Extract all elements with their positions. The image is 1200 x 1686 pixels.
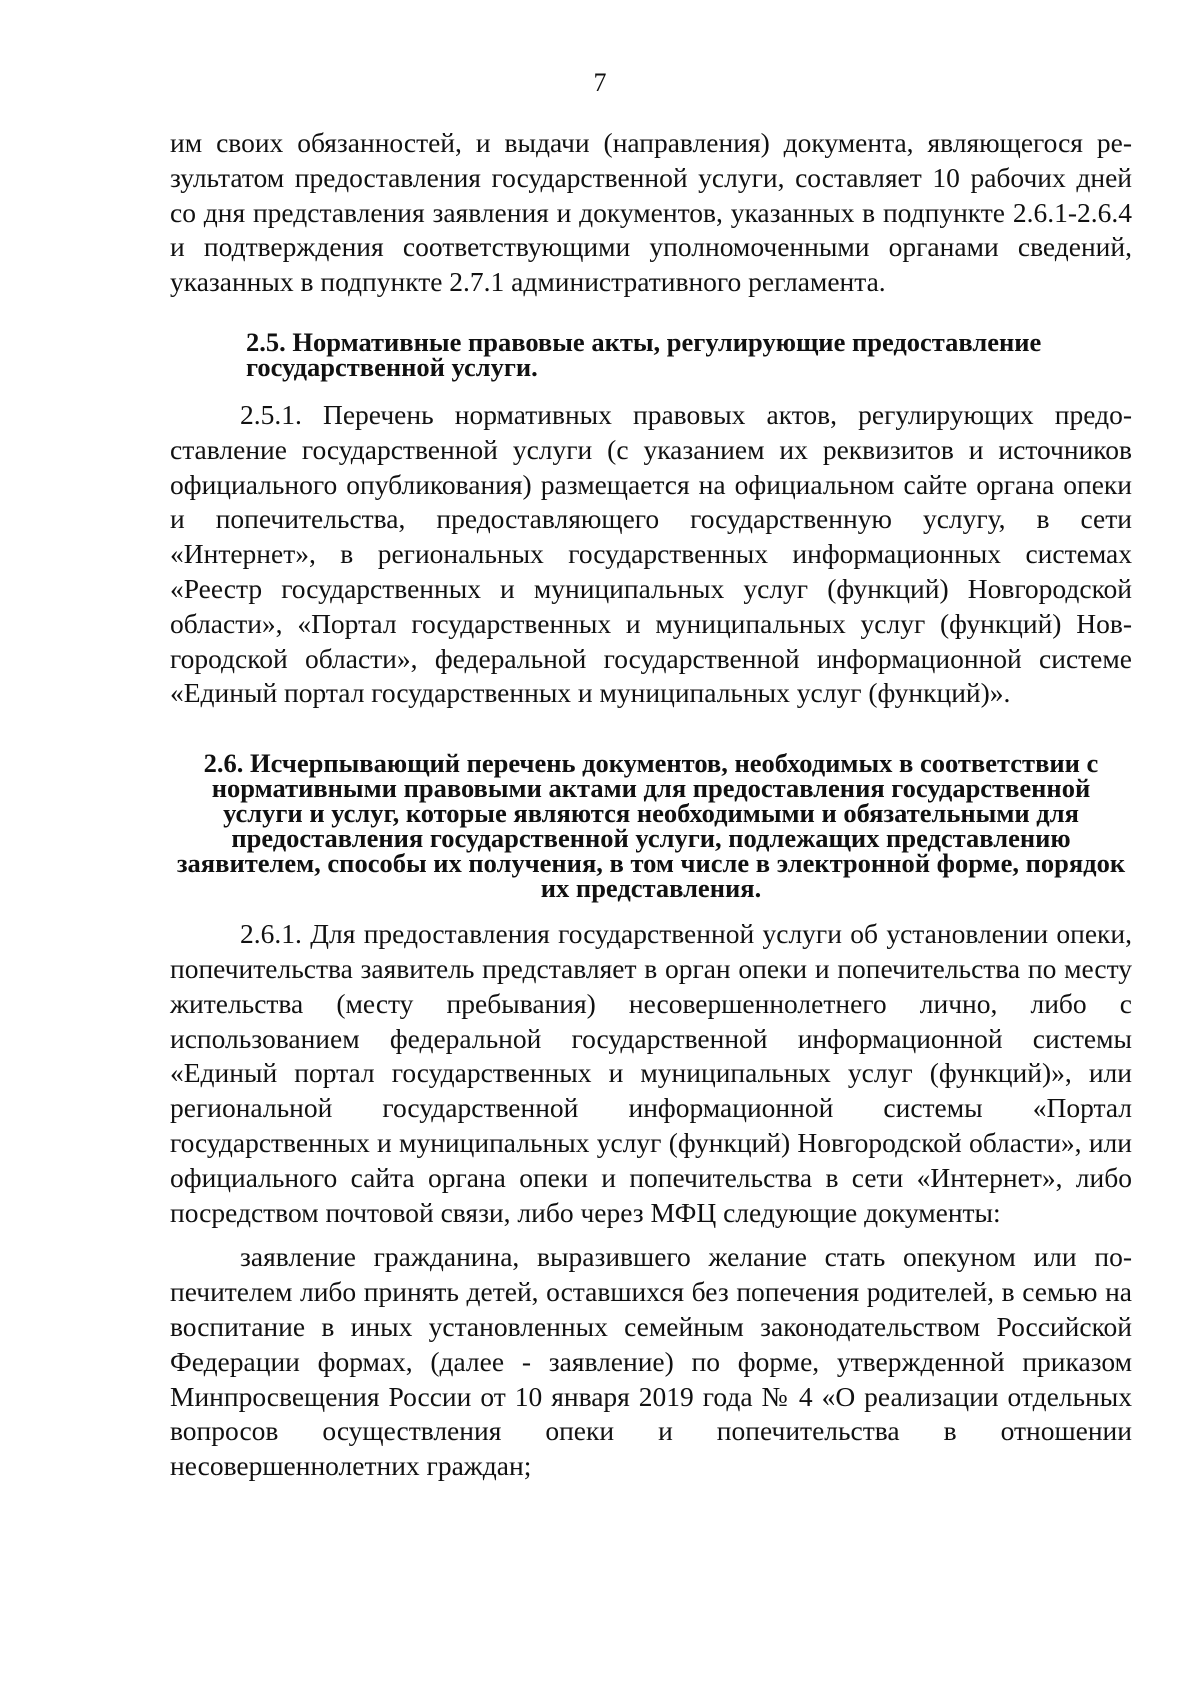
page-number: 7	[593, 68, 607, 97]
paragraph-intro: им своих обязанностей, и выдачи (направления) документа, являющегося результатом предоставления государственной услуги, составляет 10 рабочих дней со дня представления заявления и документов, указанных в подпункте 2.6.1-2.6.4 и подтверждения соответствующими уполномоченными органами сведений, указанных в подпункте 2.7.1 административного регламента.	[170, 127, 1132, 298]
page-content	[170, 126, 1132, 1484]
section-heading-2-6: 2.6. Исчерпывающий перечень документов, необходимых в соответствии с нормативными правовыми актами для предоставления государственной услуги и услуг, которые являются необходимыми и обязательными для предоставления государственной услуги, подлежащих представлению заявителем, способы их получения, в том числе в электронной форме, порядок их представления.	[176, 748, 1126, 904]
paragraph-statement: заявление гражданина, выразившего желание стать опекуном или попечителем либо принять детей, оставшихся без попечения родителей, в семью на воспитание в иных установленных семейным законодательством Российской Федерации формах, (далее - заявление) по форме, утвержденной приказом Минпросвещения России от 10 января 2019 года № 4 «О реализации отдельных вопросов осуществления опеки и попечительства в отношении несовершеннолетних граждан;	[170, 1241, 1132, 1482]
paragraph-2-6-1: 2.6.1. Для предоставления государственной услуги об установлении опеки, попечительства заявитель представляет в орган опеки и попечительства по месту жительства (месту пребывания) несовершеннолетнего лично, либо с использованием федеральной государственной информационной системы «Единый портал государственных и муниципальных услуг (функций)», или региональной государственной информационной системы «Портал государственных и муниципальных услуг (функций) Новгородской области», или официального сайта органа опеки и попечительства в сети «Интернет», либо посредством почтовой связи, либо через МФЦ следующие документы:	[170, 918, 1132, 1228]
paragraph-2-5-1: 2.5.1. Перечень нормативных правовых актов, регулирующих предоставление государственной услуги (с указанием их реквизитов и источников официального опубликования) размещается на официальном сайте органа опеки и попечительства, предоставляющего государственную услугу, в сети «Интернет», в региональных государственных информационных системах «Реестр государственных и муниципальных услуг (функций) Новгородской области», «Портал государственных и муниципальных услуг (функций) Новгородской области», федеральной государственной информационной системе «Единый портал государственных и муниципальных услуг (функций)».	[170, 398, 1132, 709]
section-heading-2-5: 2.5. Нормативные правовые акты, регулирующие предоставление государственной услуги.	[246, 326, 1042, 382]
